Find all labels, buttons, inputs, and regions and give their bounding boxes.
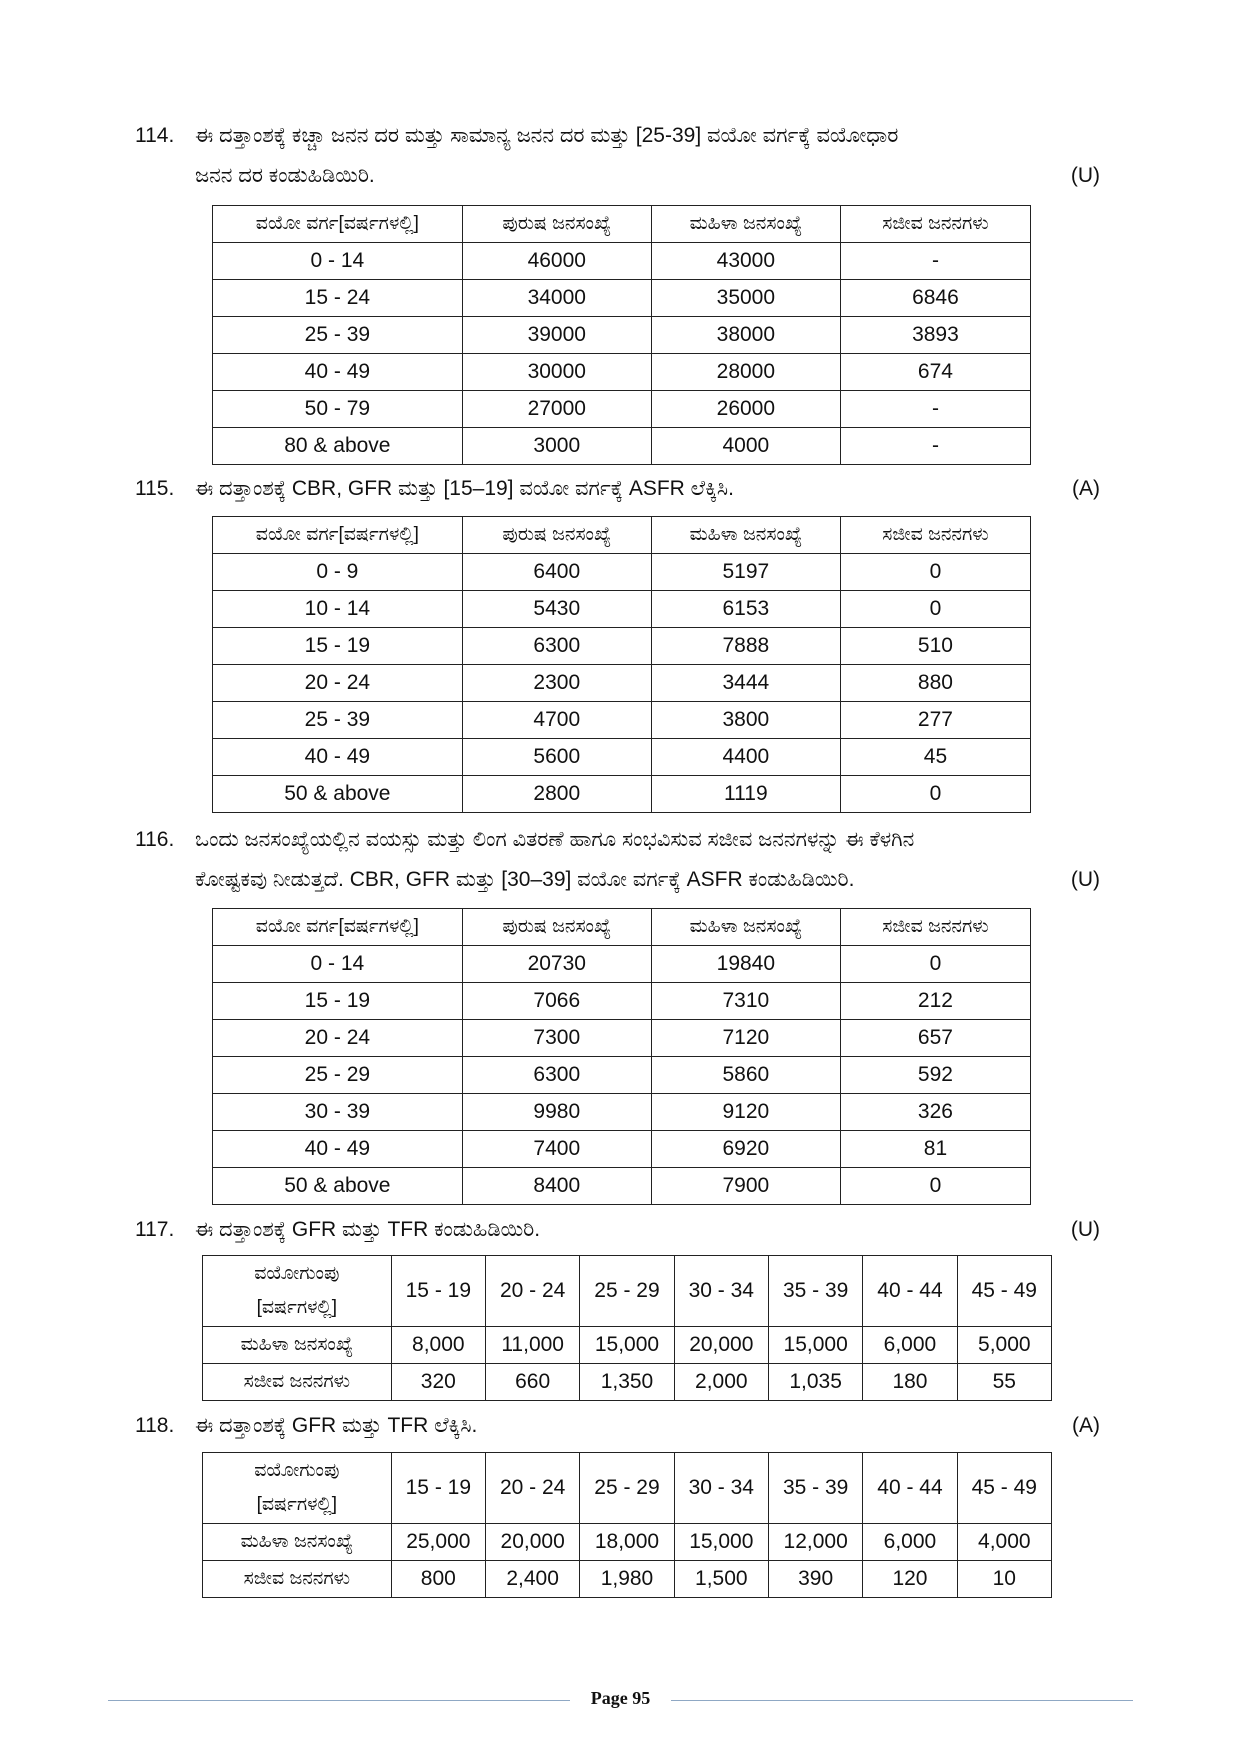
age-group-cell: 40 - 49 — [213, 354, 463, 391]
age-group-cell: 40 - 49 — [213, 1131, 463, 1168]
question-text-line1: ಈ ದತ್ತಾಂಶಕ್ಕೆ ಕಚ್ಚಾ ಜನನ ದರ ಮತ್ತು ಸಾಮಾನ್ಯ ಜನನ ದರ ಮತ್ತು [25-39] ವಯೋ ವರ್ಗಕ್ಕೆ ವಯೋಧಾರ — [195, 124, 899, 147]
male-population-cell: 9980 — [462, 1094, 651, 1131]
live-births-cell: 1,035 — [768, 1364, 862, 1401]
table-row — [213, 628, 1031, 665]
live-births-cell: 81 — [840, 1131, 1030, 1168]
table-row — [213, 1020, 1031, 1057]
row-label-age-group-line2: [ವರ್ಷಗಳಲ್ಲಿ] — [256, 1297, 338, 1318]
row-label-age-group-line1: ವಯೋಗುಂಪು — [254, 1460, 340, 1481]
table-header-row — [213, 206, 1031, 243]
female-population-cell: 5860 — [651, 1057, 840, 1094]
female-population-cell: 4,000 — [957, 1524, 1051, 1561]
table-114 — [212, 205, 1031, 465]
male-population-cell: 5430 — [462, 591, 651, 628]
table-row — [213, 591, 1031, 628]
page-number: Page 95 — [590, 1688, 651, 1708]
male-population-cell: 3000 — [462, 428, 651, 465]
male-population-cell: 6400 — [462, 554, 651, 591]
age-group-cell: 30 - 39 — [213, 1094, 463, 1131]
female-population-cell: 12,000 — [768, 1524, 862, 1561]
female-population-row — [203, 1327, 1052, 1364]
live-births-cell: 55 — [957, 1364, 1051, 1401]
age-group-cell: 25 - 39 — [213, 702, 463, 739]
table-row — [213, 1131, 1031, 1168]
male-population-cell: 46000 — [462, 243, 651, 280]
age-group-cell: 20 - 24 — [485, 1256, 579, 1327]
live-births-cell: 320 — [391, 1364, 485, 1401]
female-population-cell: 1119 — [651, 776, 840, 813]
female-population-cell: 6153 — [651, 591, 840, 628]
age-group-cell: 80 & above — [213, 428, 463, 465]
female-population-cell: 6920 — [651, 1131, 840, 1168]
live-births-cell: 674 — [840, 354, 1030, 391]
table-row — [213, 983, 1031, 1020]
age-group-cell: 50 & above — [213, 776, 463, 813]
age-group-cell: 30 - 34 — [674, 1256, 768, 1327]
female-population-cell: 35000 — [651, 280, 840, 317]
age-group-cell: 15 - 19 — [213, 628, 463, 665]
table-row — [213, 554, 1031, 591]
live-births-cell: 45 — [840, 739, 1030, 776]
female-population-cell: 7900 — [651, 1168, 840, 1205]
footer-rule-right — [671, 1700, 1133, 1701]
female-population-cell: 3800 — [651, 702, 840, 739]
header-age-group: ವಯೋ ವರ್ಗ[ವರ್ಷಗಳಲ್ಲಿ] — [213, 517, 463, 554]
age-group-cell: 40 - 49 — [213, 739, 463, 776]
female-population-cell: 9120 — [651, 1094, 840, 1131]
page-footer — [108, 1685, 1133, 1715]
question-number: 115. — [135, 477, 175, 500]
age-group-cell: 45 - 49 — [957, 1256, 1051, 1327]
female-population-cell: 43000 — [651, 243, 840, 280]
male-population-cell: 27000 — [462, 391, 651, 428]
header-female-population: ಮಹಿಳಾ ಜನಸಂಖ್ಯೆ — [651, 206, 840, 243]
age-group-cell: 50 - 79 — [213, 391, 463, 428]
female-population-cell: 19840 — [651, 946, 840, 983]
age-group-cell: 40 - 44 — [863, 1453, 957, 1524]
difficulty-level: (A) — [1072, 1414, 1100, 1437]
female-population-cell: 15,000 — [580, 1327, 674, 1364]
row-label-age-group-line1: ವಯೋಗುಂಪು — [254, 1263, 340, 1284]
table-row — [213, 665, 1031, 702]
table-row — [213, 391, 1031, 428]
live-births-cell: 1,350 — [580, 1364, 674, 1401]
age-group-cell: 20 - 24 — [213, 665, 463, 702]
age-group-cell: 25 - 29 — [580, 1256, 674, 1327]
question-text-line1: ಒಂದು ಜನಸಂಖ್ಯೆಯಲ್ಲಿನ ವಯಸ್ಸು ಮತ್ತು ಲಿಂಗ ವಿತರಣೆ ಹಾಗೂ ಸಂಭವಿಸುವ ಸಜೀವ ಜನನಗಳನ್ನು ಈ ಕೆಳಗಿನ — [195, 828, 915, 851]
male-population-cell: 2300 — [462, 665, 651, 702]
age-group-cell: 50 & above — [213, 1168, 463, 1205]
live-births-cell: 3893 — [840, 317, 1030, 354]
male-population-cell: 34000 — [462, 280, 651, 317]
female-population-cell: 20,000 — [674, 1327, 768, 1364]
male-population-cell: 6300 — [462, 1057, 651, 1094]
table-row — [213, 776, 1031, 813]
row-label-age-group — [203, 1453, 392, 1524]
live-births-cell: 2,000 — [674, 1364, 768, 1401]
live-births-cell: - — [840, 391, 1030, 428]
age-group-cell: 0 - 14 — [213, 243, 463, 280]
age-group-cell: 15 - 19 — [391, 1453, 485, 1524]
question-number: 118. — [135, 1414, 175, 1437]
header-age-group: ವಯೋ ವರ್ಗ[ವರ್ಷಗಳಲ್ಲಿ] — [213, 206, 463, 243]
row-label-female-population: ಮಹಿಳಾ ಜನಸಂಖ್ಯೆ — [203, 1524, 392, 1561]
table-row — [213, 1057, 1031, 1094]
live-births-cell: 212 — [840, 983, 1030, 1020]
question-text-line1: ಈ ದತ್ತಾಂಶಕ್ಕೆ GFR ಮತ್ತು TFR ಕಂಡುಹಿಡಿಯಿರಿ. — [195, 1218, 541, 1241]
header-female-population: ಮಹಿಳಾ ಜನಸಂಖ್ಯೆ — [651, 909, 840, 946]
live-births-cell: 10 — [957, 1561, 1051, 1598]
table-row — [213, 317, 1031, 354]
female-population-cell: 7310 — [651, 983, 840, 1020]
header-male-population: ಪುರುಷ ಜನಸಂಖ್ಯೆ — [462, 206, 651, 243]
age-group-cell: 15 - 19 — [213, 983, 463, 1020]
difficulty-level: (U) — [1070, 868, 1100, 891]
table-row — [213, 243, 1031, 280]
age-group-cell: 15 - 19 — [391, 1256, 485, 1327]
difficulty-level: (U) — [1070, 1218, 1100, 1241]
female-population-cell: 6,000 — [863, 1524, 957, 1561]
live-births-cell: 0 — [840, 946, 1030, 983]
live-births-cell: - — [840, 243, 1030, 280]
male-population-cell: 7300 — [462, 1020, 651, 1057]
female-population-cell: 18,000 — [580, 1524, 674, 1561]
live-births-cell: 326 — [840, 1094, 1030, 1131]
female-population-row — [203, 1524, 1052, 1561]
live-births-cell: 6846 — [840, 280, 1030, 317]
male-population-cell: 39000 — [462, 317, 651, 354]
live-births-cell: 1,980 — [580, 1561, 674, 1598]
live-births-cell: 0 — [840, 776, 1030, 813]
table-row — [213, 946, 1031, 983]
male-population-cell: 4700 — [462, 702, 651, 739]
table-header-row — [213, 517, 1031, 554]
table-row — [213, 1168, 1031, 1205]
difficulty-level: (U) — [1070, 164, 1100, 187]
question-text-line1: ಈ ದತ್ತಾಂಶಕ್ಕೆ CBR, GFR ಮತ್ತು [15–19] ವಯೋ ವರ್ಗಕ್ಕೆ ASFR ಲೆಕ್ಕಿಸಿ. — [195, 477, 734, 500]
male-population-cell: 6300 — [462, 628, 651, 665]
female-population-cell: 8,000 — [391, 1327, 485, 1364]
female-population-cell: 3444 — [651, 665, 840, 702]
header-female-population: ಮಹಿಳಾ ಜನಸಂಖ್ಯೆ — [651, 517, 840, 554]
row-label-live-births: ಸಜೀವ ಜನನಗಳು — [203, 1561, 392, 1598]
question-number: 117. — [135, 1218, 175, 1241]
live-births-cell: 120 — [863, 1561, 957, 1598]
header-male-population: ಪುರುಷ ಜನಸಂಖ್ಯೆ — [462, 909, 651, 946]
difficulty-level: (A) — [1072, 477, 1100, 500]
live-births-cell: 2,400 — [485, 1561, 579, 1598]
question-number: 114. — [135, 124, 175, 147]
female-population-cell: 26000 — [651, 391, 840, 428]
table-row — [213, 354, 1031, 391]
live-births-cell: 0 — [840, 1168, 1030, 1205]
row-label-age-group-line2: [ವರ್ಷಗಳಲ್ಲಿ] — [256, 1494, 338, 1515]
live-births-cell: 277 — [840, 702, 1030, 739]
question-text-line1: ಈ ದತ್ತಾಂಶಕ್ಕೆ GFR ಮತ್ತು TFR ಲೆಕ್ಕಿಸಿ. — [195, 1414, 478, 1437]
question-text-line2: ಜನನ ದರ ಕಂಡುಹಿಡಿಯಿರಿ. — [195, 164, 375, 187]
male-population-cell: 2800 — [462, 776, 651, 813]
live-births-cell: 180 — [863, 1364, 957, 1401]
table-116 — [212, 908, 1031, 1205]
female-population-cell: 20,000 — [485, 1524, 579, 1561]
header-live-births: ಸಜೀವ ಜನನಗಳು — [840, 909, 1030, 946]
header-live-births: ಸಜೀವ ಜನನಗಳು — [840, 517, 1030, 554]
male-population-cell: 7066 — [462, 983, 651, 1020]
live-births-cell: 390 — [768, 1561, 862, 1598]
header-age-group: ವಯೋ ವರ್ಗ[ವರ್ಷಗಳಲ್ಲಿ] — [213, 909, 463, 946]
live-births-row — [203, 1561, 1052, 1598]
female-population-cell: 7120 — [651, 1020, 840, 1057]
live-births-cell: 0 — [840, 554, 1030, 591]
age-group-row — [203, 1256, 1052, 1327]
table-row — [213, 280, 1031, 317]
question-text-line2: ಕೋಷ್ಟಕವು ನೀಡುತ್ತದೆ. CBR, GFR ಮತ್ತು [30–39] ವಯೋ ವರ್ಗಕ್ಕೆ ASFR ಕಂಡುಹಿಡಿಯಿರಿ. — [195, 868, 855, 891]
live-births-cell: 592 — [840, 1057, 1030, 1094]
live-births-cell: 660 — [485, 1364, 579, 1401]
table-row — [213, 428, 1031, 465]
live-births-row — [203, 1364, 1052, 1401]
female-population-cell: 5197 — [651, 554, 840, 591]
age-group-cell: 0 - 14 — [213, 946, 463, 983]
live-births-cell: 880 — [840, 665, 1030, 702]
female-population-cell: 4400 — [651, 739, 840, 776]
female-population-cell: 7888 — [651, 628, 840, 665]
age-group-cell: 40 - 44 — [863, 1256, 957, 1327]
female-population-cell: 11,000 — [485, 1327, 579, 1364]
female-population-cell: 38000 — [651, 317, 840, 354]
age-group-cell: 20 - 24 — [213, 1020, 463, 1057]
age-group-cell: 35 - 39 — [768, 1256, 862, 1327]
age-group-cell: 10 - 14 — [213, 591, 463, 628]
live-births-cell: 510 — [840, 628, 1030, 665]
header-live-births: ಸಜೀವ ಜನನಗಳು — [840, 206, 1030, 243]
age-group-cell: 45 - 49 — [957, 1453, 1051, 1524]
row-label-live-births: ಸಜೀವ ಜನನಗಳು — [203, 1364, 392, 1401]
table-row — [213, 702, 1031, 739]
male-population-cell: 7400 — [462, 1131, 651, 1168]
female-population-cell: 15,000 — [674, 1524, 768, 1561]
male-population-cell: 30000 — [462, 354, 651, 391]
table-118 — [202, 1452, 1052, 1598]
question-number: 116. — [135, 828, 175, 851]
table-header-row — [213, 909, 1031, 946]
female-population-cell: 25,000 — [391, 1524, 485, 1561]
female-population-cell: 6,000 — [863, 1327, 957, 1364]
male-population-cell: 5600 — [462, 739, 651, 776]
live-births-cell: 0 — [840, 591, 1030, 628]
age-group-cell: 0 - 9 — [213, 554, 463, 591]
live-births-cell: 800 — [391, 1561, 485, 1598]
table-row — [213, 1094, 1031, 1131]
age-group-cell: 25 - 39 — [213, 317, 463, 354]
age-group-row — [203, 1453, 1052, 1524]
live-births-cell: - — [840, 428, 1030, 465]
age-group-cell: 25 - 29 — [580, 1453, 674, 1524]
table-row — [213, 739, 1031, 776]
age-group-cell: 20 - 24 — [485, 1453, 579, 1524]
age-group-cell: 15 - 24 — [213, 280, 463, 317]
live-births-cell: 657 — [840, 1020, 1030, 1057]
row-label-age-group — [203, 1256, 392, 1327]
row-label-female-population: ಮಹಿಳಾ ಜನಸಂಖ್ಯೆ — [203, 1327, 392, 1364]
age-group-cell: 35 - 39 — [768, 1453, 862, 1524]
live-births-cell: 1,500 — [674, 1561, 768, 1598]
female-population-cell: 15,000 — [768, 1327, 862, 1364]
female-population-cell: 5,000 — [957, 1327, 1051, 1364]
header-male-population: ಪುರುಷ ಜನಸಂಖ್ಯೆ — [462, 517, 651, 554]
table-115 — [212, 516, 1031, 813]
age-group-cell: 25 - 29 — [213, 1057, 463, 1094]
age-group-cell: 30 - 34 — [674, 1453, 768, 1524]
male-population-cell: 8400 — [462, 1168, 651, 1205]
table-117 — [202, 1255, 1052, 1401]
female-population-cell: 4000 — [651, 428, 840, 465]
male-population-cell: 20730 — [462, 946, 651, 983]
female-population-cell: 28000 — [651, 354, 840, 391]
